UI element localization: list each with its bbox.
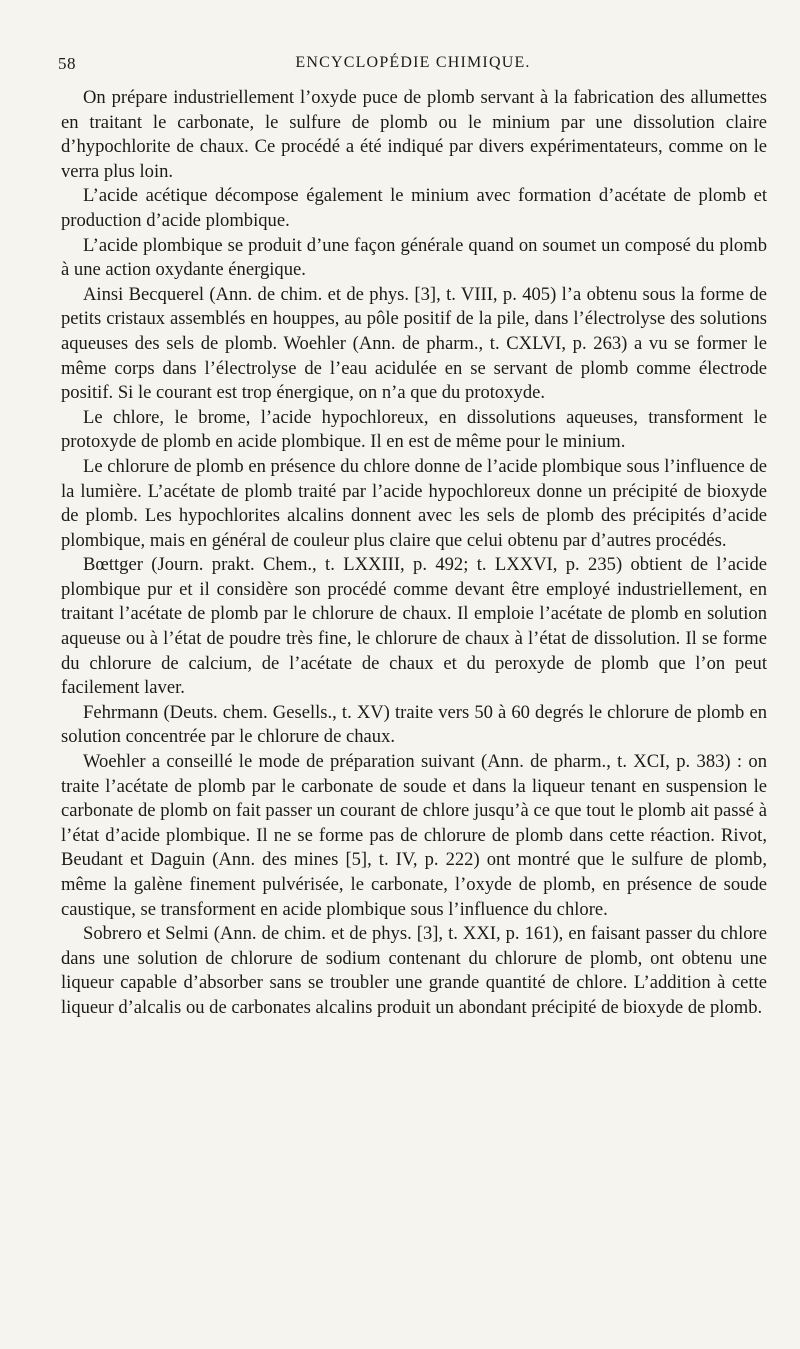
page-number: 58: [58, 54, 76, 73]
paragraph-7: Bœttger (Journ. prakt. Chem., t. LXXIII, p. 492; t. LXXVI, p. 235) obtient de l’acide plombique pur et il considère son procédé comme devant être employé industriellement, en traitant l’acétate de plomb par le chlorure de chaux. Il emploie l’acétate de plomb en solution aqueuse ou à l’état de poudre très fine, le chlorure de chaux à l’état de dissolution. Il se forme du chlorure de calcium, de l’acétate de chaux et du peroxyde de plomb que l’on peut facilement laver.: [61, 554, 767, 699]
paragraph-2: L’acide acétique décompose également le minium avec formation d’acétate de plomb et production d’acide plombique.: [61, 185, 767, 231]
paragraph-6: Le chlorure de plomb en présence du chlore donne de l’acide plombique sous l’influence de la lumière. L’acétate de plomb traité par l’acide hypochloreux donne un précipité de bioxyde de plomb. Les hypochlorites alcalins donnent avec les sels de plomb des précipités d’acide plombique, mais en général de couleur plus claire que celui obtenu par d’autres procédés.: [61, 455, 767, 551]
running-title: ENCYCLOPÉDIE CHIMIQUE.: [295, 54, 531, 71]
body-text: [61, 86, 767, 1021]
paragraph-1: On prépare industriellement l’oxyde puce de plomb servant à la fabrication des allumettes en traitant le carbonate, le sulfure de plomb ou le minium par une dissolution claire d’hypochlorite de chaux. Ce procédé a été indiqué par divers expérimentateurs, comme on le verra plus loin.: [61, 87, 767, 182]
paragraph-10: Sobrero et Selmi (Ann. de chim. et de phys. [3], t. XXI, p. 161), en faisant passer du chlore dans une solution de chlorure de sodium contenant du chlorure de plomb, ont obtenu une liqueur capable d’absorber sans se troubler une grande quantité de chlore. L’addition à cette liqueur d’alcalis ou de carbonates alcalins produit un abondant précipité de bioxyde de plomb.: [61, 923, 767, 1018]
paragraph-5: Le chlore, le brome, l’acide hypochloreux, en dissolutions aqueuses, transforment le protoxyde de plomb en acide plombique. Il en est de même pour le minium.: [61, 406, 767, 453]
page-header: [58, 54, 768, 78]
paragraph-9: Woehler a conseillé le mode de préparation suivant (Ann. de pharm., t. XCI, p. 383) : on traite l’acétate de plomb par le carbonate de soude et dans la liqueur tenant en suspension le carbonate de plomb on fait passer un courant de chlore jusqu’à ce que tout le plomb ait passé à l’état d’acide plombique. Il ne se forme pas de chlorure de plomb dans cette réaction. Rivot, Beudant et Daguin (Ann. des mines [5], t. IV, p. 222) ont montré que le sulfure de plomb, même la galène finement pulvérisée, le carbonate, l’oxyde de plomb, en présence de soude caustique, se transforment en acide plombique sous l’influence du chlore.: [61, 751, 767, 920]
paragraph-4: Ainsi Becquerel (Ann. de chim. et de phys. [3], t. VIII, p. 405) l’a obtenu sous la forme de petits cristaux assemblés en houppes, au pôle positif de la pile, dans l’électrolyse des solutions aqueuses des sels de plomb. Woehler (Ann. de pharm., t. CXLVI, p. 263) a vu se former le même corps dans l’électrolyse de l’eau acidulée en se servant de plomb comme électrode positif. Si le courant est trop énergique, on n’a que du protoxyde.: [61, 283, 767, 404]
paragraph-8: Fehrmann (Deuts. chem. Gesells., t. XV) traite vers 50 à 60 degrés le chlorure de plomb en solution concentrée par le chlorure de chaux.: [61, 701, 767, 748]
paragraph-3: L’acide plombique se produit d’une façon générale quand on soumet un composé du plomb à une action oxydante énergique.: [61, 234, 767, 281]
